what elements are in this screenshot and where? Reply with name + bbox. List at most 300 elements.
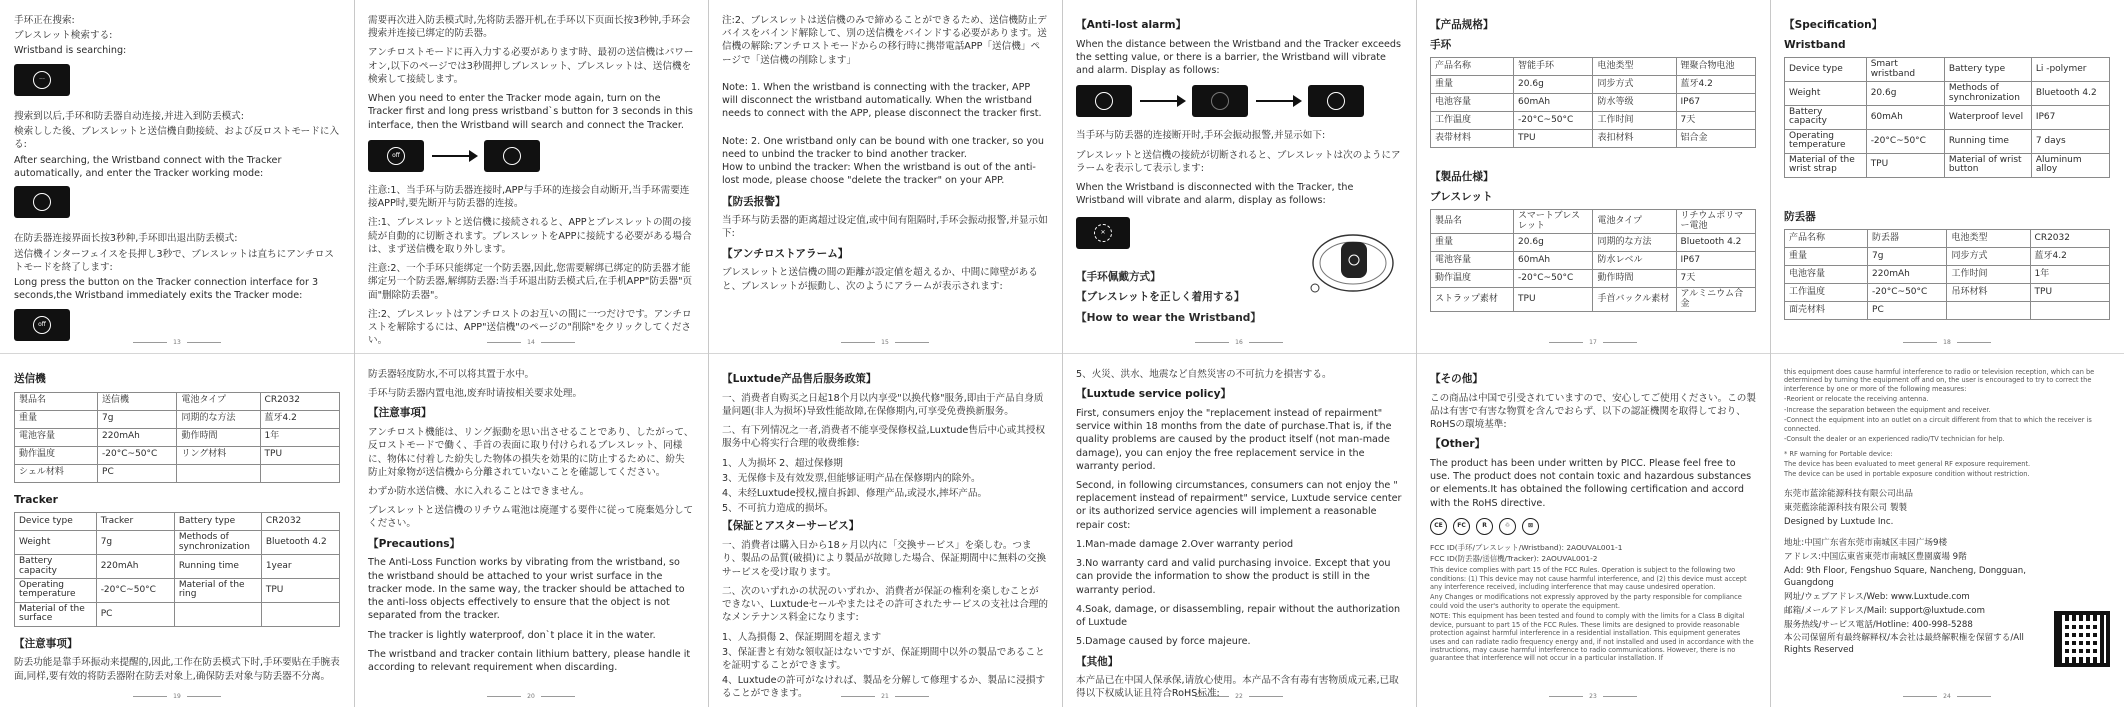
spec-label-cell: 产品名称 [1785, 230, 1868, 248]
text-line: 1、人為損傷 2、保証期間を超えます [722, 631, 882, 643]
text-line: 当手环与防丢器的连接断开时,手环会振动报警,并显示如下: [1076, 130, 1326, 142]
table-row [1431, 94, 1756, 112]
table-row [1431, 112, 1756, 130]
address-cn: 地址:中国广东省东莞市南城区丰园广场9楼 [1784, 538, 1948, 549]
table-row [15, 555, 340, 579]
spec-value-cell: 1year [261, 555, 339, 579]
spec-value-cell: 1年 [2030, 266, 2109, 284]
spec-value-cell: TPU [1514, 288, 1593, 312]
spec-label-cell: 動作時間 [1593, 270, 1676, 288]
spec-value-cell: 智能手环 [1514, 58, 1593, 76]
table-row [15, 602, 340, 626]
spec-value-cell: TPU [2030, 284, 2109, 302]
spec-label-cell: 製品名 [15, 392, 98, 410]
note: How to unbind the tracker: When the wristband is out of the anti-lost mode, please choose "delete the tracker" on your APP. [722, 162, 1036, 187]
text-line: 注:2、ブレスレットは送信機のみで締めることができるため、送信機防止デバイスをバインド解除して、別の送信機をバインドする必要があります。送信機の解除:アンチロストモードからの移行時に携帯電話APP「送信機」ページで「送信機の削除します」 [722, 15, 1047, 66]
page-14 [354, 0, 708, 353]
alarm-screen-icon [1308, 85, 1364, 117]
spec-label-cell: 表扣材料 [1593, 130, 1676, 148]
spec-value-cell: Bluetooth 4.2 [1676, 234, 1755, 252]
fcc-text: this equipment does cause harmful interference to radio or television reception, which can be determined by turning the equipment off and on, the user is encouraged to try to correct the interference by one or more of the following measures: [1784, 368, 2095, 393]
spec-label-cell: 手首バックル素材 [1593, 288, 1676, 312]
text-line: この商品は中国で引受されていますので、安心してご使用ください。この製品は有害で有害な物質を含んでおらず、以下の認証機関を取得しており、RoHSの環境基準: [1430, 392, 1756, 431]
text-line: When the Wristband is disconnected with the Tracker, the Wristband will vibrate and alarm, display as follows: [1076, 182, 1354, 207]
spec-value-cell: スマートブレスレット [1514, 210, 1593, 234]
spec-value-cell: 20.6g [1514, 76, 1593, 94]
spec-value-cell: 蓝牙4.2 [1676, 76, 1755, 94]
text-line: Second, in following circumstances, consumers can not enjoy the " replacement instead of repairment" service, Luxtude service center or its authorized service agencies will implement a reasonable repair cost: [1076, 480, 1402, 531]
table-row [1785, 284, 2110, 302]
spec-value-cell: PC [1868, 302, 1947, 320]
table-row [1785, 302, 2110, 320]
spec-value-cell: Bluetooth 4.2 [2031, 82, 2109, 106]
ring-glyph [1095, 92, 1113, 110]
text-line: 4.Soak, damage, or disassembling, repair without the authorization of Luxtude [1076, 603, 1401, 629]
off-screen-icon [14, 309, 70, 341]
spec-label-cell: リング材料 [177, 446, 260, 464]
spec-value-cell: アルミニウム合金 [1676, 288, 1755, 312]
spec-value-cell: 蓝牙4.2 [2030, 248, 2109, 266]
text-line: 送信機インターフェイスを長押し3秒で、ブレスレットは直ちにアンチロストモードを終了します: [14, 248, 334, 273]
spec-value-cell [261, 602, 339, 626]
text-line: Wristband is searching: [14, 45, 127, 57]
fcc-text: Any Changes or modifications not expressly approved by the party responsible for compliance could void the user's authority to operate the equipment. [1430, 593, 1742, 610]
ring-glyph [1211, 92, 1229, 110]
spec-value-cell: CR2032 [2030, 230, 2109, 248]
wristband-illustration-icon [1307, 228, 1399, 298]
spec-value-cell: 7g [1868, 248, 1947, 266]
spec-label-cell: 製品名 [1431, 210, 1514, 234]
text-line: アンチロスト機能は、リング振動を思い出させることであり、したがって、反ロストモードで働く、手首の表面に取り付けられるブレスレット、同様に、物体に付着した紛失した物体の損失を効果的に防止するために、紛失防止対象物が送信機から分離されていないことを確認してください。 [368, 427, 694, 478]
spec-value-cell: 20.6g [1514, 234, 1593, 252]
table-row [1785, 82, 2110, 106]
spec-value-cell: 送信機 [98, 392, 177, 410]
fcc-text: * RF warning for Portable device: [1784, 449, 1893, 458]
spec-label-cell: Running time [1944, 129, 2031, 153]
tracker-mode-screen-icon [484, 140, 540, 172]
hotline: 服务热线/サービス電話/Hotline: 400-998-5288 [1784, 619, 1973, 630]
page-number: 18 [1770, 339, 2124, 347]
spec-label-cell: 電池タイプ [1593, 210, 1676, 234]
section-heading: 【Luxtude service policy】 [1076, 388, 1232, 401]
text-line: 4、未经Luxtude授权,擅自拆卸、修理产品,或浸水,摔坏产品。 [722, 488, 988, 500]
section-heading: 【製品仕様】 [1430, 171, 1494, 184]
text-line: 需要再次进入防丢模式时,先将防丢器开机,在手环以下页面长按3秒钟,手环会搜索并连接已绑定的防丢器。 [368, 15, 691, 40]
spec-table-jp-tracker [14, 392, 340, 483]
spec-value-cell: 7天 [1676, 112, 1755, 130]
spec-value-cell: Smart wristband [1866, 58, 1944, 82]
arrow-right-icon [432, 155, 476, 157]
spec-value-cell: 蓝牙4.2 [260, 410, 339, 428]
fcc-text: The device can be used in portable exposure condition without restriction. [1784, 470, 2030, 479]
certification-marks [1430, 518, 1756, 535]
note: Note: 2. One wristband only can be bound with one tracker, so you need to unbind the tracker to bind another tracker. [722, 135, 1044, 160]
page-number: 17 [1416, 339, 1770, 347]
spec-value-cell: 防丢器 [1868, 230, 1947, 248]
text-line: The tracker is lightly waterproof, don`t place it in the water. [368, 629, 656, 641]
text-line: 手环与防丢器内置电池,废弃时请按相关要求处理。 [368, 388, 583, 400]
spec-table-en-tracker [14, 512, 340, 627]
table-row [1785, 248, 2110, 266]
searching-screen-icon [14, 64, 70, 96]
text-line: 一、消費者は購入日から18ヶ月以内に「交換サービス」を楽しむ。つまり、製品の品質(破損)により製品が故障した場合、保証期間中に無料の交換サービスを受け取ります。 [722, 540, 1047, 578]
table-row [1431, 130, 1756, 148]
spec-label-cell: Battery type [1944, 58, 2031, 82]
table-row [1431, 234, 1756, 252]
section-heading: 【How to wear the Wristband】 [1076, 311, 1261, 324]
spec-label-cell: 電池タイプ [177, 392, 260, 410]
spec-value-cell: IP67 [1676, 94, 1755, 112]
table-row [15, 513, 340, 531]
disconnected-glyph: ✕ [1094, 224, 1112, 242]
text-line: ブレスレット検索する: [14, 30, 113, 42]
spec-value-cell: リチウムポリマー電池 [1676, 210, 1755, 234]
section-heading: 【Precautions】 [368, 537, 461, 550]
table-title: 手环 [1430, 38, 1452, 51]
fcc-text: The device has been evaluated to meet general RF exposure requirement. [1784, 459, 2031, 468]
table-row [1431, 252, 1756, 270]
note: 注:1、ブレスレットと送信機に接続されると、APPとブレスレットの間の接続が自動的に切断されます。ブレスレットをAPPに接続する必要がある場合は、まず送信機を取り外します。 [368, 217, 692, 255]
text-line: After searching, the Wristband connect with the Tracker automatically, and enter the Tracker working mode: [14, 154, 282, 179]
spec-label-cell: Material of the wrist strap [1785, 153, 1867, 177]
table-row [1785, 230, 2110, 248]
page-13 [0, 0, 354, 353]
spec-table-cn-tracker [1784, 229, 2110, 320]
text-line: 一、消费者自购买之日起18个月以内享受"以换代修"服务,即由于产品自身质量问题(非人为损坏)导致性能故障,在保修期内,可享受免费换新服务。 [722, 392, 1044, 417]
qr-code-icon [2054, 611, 2110, 667]
text-line: 防丢器轻度防水,不可以将其置于水中。 [368, 369, 535, 380]
spec-value-cell: CR2032 [261, 513, 339, 531]
spec-value-cell: TPU [260, 446, 339, 464]
spec-value-cell: Li -polymer [2031, 58, 2109, 82]
alarm-screen-icon [1076, 85, 1132, 117]
spec-value-cell: 1年 [260, 428, 339, 446]
table-row [1785, 266, 2110, 284]
spec-label-cell: Operating temperature [15, 578, 97, 602]
spec-value-cell: 220mAh [98, 428, 177, 446]
spec-label-cell: 電池容量 [1431, 252, 1514, 270]
page-number: 15 [708, 339, 1062, 347]
spec-value-cell: -20°C~50°C [1866, 129, 1944, 153]
text-line: 検索しした後、ブレスレットと送信機自動接続、および反ロストモードに入る: [14, 126, 340, 151]
company-line: Designed by Luxtude Inc. [1784, 516, 1894, 527]
spec-label-cell: Battery type [174, 513, 261, 531]
spec-label-cell: Methods of synchronization [174, 531, 261, 555]
spec-label-cell [1947, 302, 2030, 320]
spec-value-cell: TPU [1866, 153, 1944, 177]
spec-label-cell: 動作温度 [1431, 270, 1514, 288]
spec-value-cell: 铝合金 [1676, 130, 1755, 148]
section-heading: 【保証とアスターサービス】 [722, 520, 860, 533]
page-number: 21 [708, 693, 1062, 701]
text-line: 5.Damage caused by force majeure. [1076, 636, 1251, 648]
spec-value-cell: IP67 [1676, 252, 1755, 270]
note: 注意:2、一个手环只能绑定一个防丢器,因此,您需要解绑已绑定的防丢器才能绑定另一个防丢器,解绑防丢器:当手环退出防丢模式后,在手机APP"防丢器"页面"删除防丢器"。 [368, 263, 693, 301]
text-line: 1、人为损坏 2、超过保修期 [722, 457, 843, 469]
text-line: The product has been under written by PICC. Please feel free to use. The product does not contain toxic and hazardous substances or elements.It has obtained the following certification and accord with the RoHS directive. [1430, 457, 1752, 509]
spec-label-cell: 同步方式 [1947, 248, 2030, 266]
text-line: The Anti-Loss Function works by vibrating from the wristband, so the wristband should be attached to your wrist surface in the tracker mode. In the same way, the tracker should be attached to the anti-loss objects effectively to ensure that the object is not separated from the tracker. [368, 557, 685, 622]
table-row [1785, 129, 2110, 153]
spec-label-cell: 电池类型 [1947, 230, 2030, 248]
section-heading: 【防丢报警】 [722, 195, 786, 208]
arrow-right-icon [1256, 100, 1300, 102]
spec-label-cell: 防水等级 [1593, 94, 1676, 112]
table-row [15, 410, 340, 428]
fcc-id: FCC ID(手环/ブレスレット/Wristband): 2AOUVAL001-1 [1430, 542, 1623, 552]
page-number: 22 [1062, 693, 1416, 701]
text-line: 当手环与防丢器的距离超过设定值,或中间有阻隔时,手环会振动报警,并显示如下: [722, 215, 1048, 240]
spec-label-cell: 工作时间 [1947, 266, 2030, 284]
fcc-text: This device complies with part 15 of the FCC Rules. Operation is subject to the following two conditions: (1) This device may not cause harmful interference, and (2) this device must accept any interference received, including interference that may cause undesired operation. [1430, 566, 1747, 591]
page-15 [708, 0, 1062, 353]
spec-label-cell: Running time [174, 555, 261, 579]
spec-label-cell: 同步方式 [1593, 76, 1676, 94]
spec-label-cell: 動作時間 [177, 428, 260, 446]
section-heading: 【其他】 [1076, 655, 1119, 668]
text-line: The wristband and tracker contain lithium battery, please handle it according to relevant requirement when discarding. [368, 648, 691, 673]
table-row [1785, 58, 2110, 82]
text-line: First, consumers enjoy the "replacement instead of repairment" service within 18 months from the date of purchase.That is, if the quality problems are caused by the product itself (not man-made damage), you can enjoy the free replacement service in the warranty period. [1076, 407, 1392, 472]
spec-value-cell [260, 464, 339, 482]
spec-value-cell: TPU [261, 578, 339, 602]
text-line: 本产品已在中国人保承保,请放心使用。本产品不含有毒有害物质成元素,已取得以下权威认证且符合RoHS标准: [1076, 675, 1399, 700]
spec-table-jp-wristband [1430, 209, 1756, 312]
spec-label-cell: Waterproof level [1944, 105, 2031, 129]
text-line: 搜索到以后,手环和防丢器自动连接,并进入到防丢模式: [14, 110, 244, 122]
spec-label-cell: Device type [1785, 58, 1867, 82]
fcc-text: -Reorient or relocate the receiving antenna. [1784, 395, 1929, 404]
page-24 [1770, 354, 2124, 707]
section-heading: 【注意事项】 [14, 637, 78, 650]
spec-value-cell: TPU [1514, 130, 1593, 148]
section-heading: 【ブレスレットを正しく着用する】 [1076, 291, 1245, 304]
spec-table-en-wristband [1784, 57, 2110, 177]
section-heading: 【手环佩戴方式】 [1076, 270, 1161, 283]
spec-label-cell: 同期的な方法 [177, 410, 260, 428]
company-line: 东莞市蓝涂能源科技有限公司出品 [1784, 488, 1913, 499]
spec-label-cell: 产品名称 [1431, 58, 1514, 76]
spec-label-cell: 重量 [1431, 234, 1514, 252]
spec-table-cn-wristband [1430, 57, 1756, 148]
table-title: 防丢器 [1784, 210, 1816, 223]
rights-notice: 本公司保留所有最终解释权/本会社は最終解釈権を保留する/All Rights Reserved [1784, 633, 2024, 656]
page-number: 19 [0, 693, 354, 701]
spec-label-cell: 工作温度 [1431, 112, 1514, 130]
spec-label-cell: Battery capacity [15, 555, 97, 579]
weee-bin-icon: ⊠ [1522, 518, 1539, 535]
text-line: 二、次のいずれかの状況のいずれか、消費者が保証の権利を楽しむことができない、Luxtudeセールやまたはその許可されたサービスの支社は合理的なメンテナンス料金になります: [722, 585, 1049, 624]
off-glyph: off [33, 316, 51, 334]
table-row [1431, 76, 1756, 94]
text-line: 4、Luxtudeの許可がなければ、製品を分解して修理するか、製品に浸損することができます。 [722, 675, 1046, 700]
page-number: 16 [1062, 339, 1416, 347]
table-row [1785, 105, 2110, 129]
spec-value-cell: 7g [98, 410, 177, 428]
section-heading: 【その他】 [1430, 373, 1483, 385]
spec-label-cell: Material of the ring [174, 578, 261, 602]
page-23 [1416, 354, 1770, 707]
table-title: 送信機 [14, 373, 46, 385]
spec-value-cell: PC [98, 464, 177, 482]
spec-label-cell: Device type [15, 513, 97, 531]
spec-label-cell: 表带材料 [1431, 130, 1514, 148]
text-line: 防丢功能是靠手环振动来提醒的,因此,工作在防丢模式下时,手环要贴在手腕表面,同样,要有效的将防丢器附在防丢对象上,确保防丢对象与防丢器不分离。 [14, 657, 340, 682]
spec-label-cell: Weight [15, 531, 97, 555]
company-line: 東莞藍涂能源科技有限公司 製製 [1784, 502, 1908, 513]
spec-value-cell: Tracker [96, 513, 174, 531]
page-number: 20 [354, 693, 708, 701]
table-row [1431, 210, 1756, 234]
fcc-text: -Connect the equipment into an outlet on a circuit different from that to which the receiver is connected. [1784, 416, 2092, 433]
text-line: Long press the button on the Tracker connection interface for 3 seconds,the Wristband immediately exits the Tracker mode: [14, 277, 319, 302]
spec-label-cell: 电池容量 [1431, 94, 1514, 112]
spec-label-cell: 工作时间 [1593, 112, 1676, 130]
text-line: わずか防水送信機、水に入れることはできません。 [368, 486, 590, 498]
fcc-text: -Consult the dealer or an experienced radio/TV technician for help. [1784, 435, 2005, 444]
table-row [15, 428, 340, 446]
text-line: 3、保証書と有効な領収証はないですが、保証期間中以外の製品であることを証明することができます。 [722, 646, 1045, 671]
section-heading: 【注意事項】 [368, 407, 432, 420]
spec-value-cell: -20°C~50°C [1868, 284, 1947, 302]
fcc-mark-icon: FC [1453, 518, 1470, 535]
off-screen-icon [368, 140, 424, 172]
ce-mark-icon: CE [1430, 518, 1447, 535]
page-21 [708, 354, 1062, 707]
table-row [15, 446, 340, 464]
spec-value-cell: 7天 [1676, 270, 1755, 288]
table-row [1431, 288, 1756, 312]
alarm-flow [1076, 85, 1402, 117]
spec-value-cell: Aluminum alloy [2031, 153, 2109, 177]
page-16 [1062, 0, 1416, 353]
spec-value-cell: 锂聚合物电池 [1676, 58, 1755, 76]
spec-value-cell: 220mAh [1868, 266, 1947, 284]
page-number: 13 [0, 339, 354, 347]
spec-label-cell: Material of the surface [15, 602, 97, 626]
spec-value-cell: -20°C~50°C [1514, 112, 1593, 130]
section-heading: 【Luxtude产品售后服务政策】 [722, 373, 877, 385]
note: Note: 1. When the wristband is connecting with the tracker, APP will disconnect the wristband automatically. When the wristband needs to connect with the APP, please disconnect the tracker first. [722, 81, 1042, 120]
spec-label-cell [174, 602, 261, 626]
ring-glyph [503, 147, 521, 165]
text-line: 手环正在搜索: [14, 15, 75, 26]
spec-label-cell: Methods of synchronization [1944, 82, 2031, 106]
text-line: 3.No warranty card and valid purchasing invoice. Except that you can provide the information to show the product is still in the warranty period. [1076, 558, 1391, 596]
spec-label-cell: 面壳材料 [1785, 302, 1868, 320]
table-row [15, 531, 340, 555]
ring-glyph [1327, 92, 1345, 110]
page-20 [354, 354, 708, 707]
spec-value-cell: Bluetooth 4.2 [261, 531, 339, 555]
text-line: 1.Man-made damage 2.Over warranty period [1076, 538, 1294, 550]
spec-label-cell: シェル材料 [15, 464, 98, 482]
spec-value-cell: 220mAh [96, 555, 174, 579]
address-en: Add: 9th Floor, Fengshuo Square, Nancheng, Dongguan, Guangdong [1784, 566, 2026, 588]
page-number: 24 [1770, 693, 2124, 701]
spec-value-cell: -20°C~50°C [1514, 270, 1593, 288]
section-heading: 【Other】 [1430, 438, 1486, 451]
table-title: ブレスレット [1430, 190, 1493, 203]
spec-label-cell: 电池类型 [1593, 58, 1676, 76]
page-number: 23 [1416, 693, 1770, 701]
spec-value-cell: IP67 [2031, 105, 2109, 129]
spec-label-cell: 工作温度 [1785, 284, 1868, 302]
spec-value-cell: 20.6g [1866, 82, 1944, 106]
spec-value-cell: CR2032 [260, 392, 339, 410]
page-19 [0, 354, 354, 707]
text-line: When you need to enter the Tracker mode again, turn on the Tracker first and long press wristband`s button for 3 seconds in this interface, then the Wristband will search and connect the Tracker. [368, 93, 693, 131]
table-row [1431, 58, 1756, 76]
table-row [15, 578, 340, 602]
email-link[interactable]: 邮箱/メールアドレス/Mail: support@luxtude.com [1784, 605, 1985, 616]
table-title: Wristband [1784, 38, 1846, 51]
text-line: ブレスレットと送信機の間の距離が設定値を超えるか、中間に障壁があると、ブレスレットが振動し、次のようにアラームが表示されます: [722, 267, 1038, 292]
text-line: 二、有下列情况之一者,消费者不能享受保修权益,Luxtude售后中心或其授权服务中心将实行合理的收费维修: [722, 425, 1046, 450]
text-line: 5、不可抗力造成的损坏。 [722, 503, 834, 515]
recycle-icon: ♲ [1499, 518, 1516, 535]
section-heading: 【Specification】 [1784, 19, 1883, 31]
spec-label-cell: 電池容量 [15, 428, 98, 446]
spec-label-cell: 防水レベル [1593, 252, 1676, 270]
spec-value-cell: 60mAh [1866, 105, 1944, 129]
spec-label-cell: Operating temperature [1785, 129, 1867, 153]
note: 注意:1、当手环与防丢器连接时,APP与手环的连接会自动断开,当手环需要连接APP时,要先断开与防丢器的连接。 [368, 184, 690, 210]
spec-value-cell: PC [96, 602, 174, 626]
table-title: Tracker [14, 493, 58, 506]
spec-label-cell: Weight [1785, 82, 1867, 106]
spec-value-cell: 7 days [2031, 129, 2109, 153]
ring-glyph [33, 193, 51, 211]
off-glyph: off [387, 147, 405, 165]
disconnected-screen-icon [1076, 217, 1130, 249]
blank-screen-icon [1192, 85, 1248, 117]
spec-value-cell: 60mAh [1514, 252, 1593, 270]
table-row [1431, 270, 1756, 288]
website-link[interactable]: 网址/ウェブアドレス/Web: www.Luxtude.com [1784, 591, 1970, 602]
section-heading: 【アンチロストアラーム】 [722, 247, 849, 260]
note: 注:2、ブレスレットはアンチロストのお互いの間に一つだけです。アンチロストを解除するには、APP"送信機"のページの"削除"をクリックしてください。 [368, 308, 692, 347]
table-row [15, 392, 340, 410]
text-line: 3、无保修卡及有效发票,但能够证明产品在保修期内的除外。 [722, 472, 981, 484]
rohs-mark-icon: R [1476, 518, 1493, 535]
page-22 [1062, 354, 1416, 707]
section-heading: 【产品规格】 [1430, 19, 1494, 31]
reconnect-flow [368, 140, 694, 172]
arrow-right-icon [1140, 100, 1184, 102]
text-line: アンチロストモードに再入力する必要があります時、最初の送信機はパワーオン,以下のページでは3秒間押しブレスレット、ブレスレットは、送信機を検索して接続します。 [368, 47, 694, 85]
page-number: 14 [354, 339, 708, 347]
spec-label-cell: 重量 [1431, 76, 1514, 94]
fcc-id: FCC ID(防丢器/送信機/Tracker): 2AOUVAL001-2 [1430, 554, 1598, 564]
spec-value-cell: 60mAh [1514, 94, 1593, 112]
spec-label-cell: 重量 [15, 410, 98, 428]
section-heading: 【Anti-lost alarm】 [1076, 19, 1187, 31]
spec-label-cell: Material of wrist button [1944, 153, 2031, 177]
spec-value-cell: 7g [96, 531, 174, 555]
table-row [1785, 153, 2110, 177]
spec-value-cell: -20°C~50°C [98, 446, 177, 464]
text-line: 在防丢器连接界面长按3秒种,手环即出退出防丢模式: [14, 233, 238, 245]
page-17 [1416, 0, 1770, 353]
text-line: When the distance between the Wristband and the Tracker exceeds the setting value, or there is a barrier, the Wristband will vibrate and alarm. Display as follows: [1076, 38, 1401, 77]
fcc-text: NOTE: This equipment has been tested and found to comply with the limits for a Class B digital device, pursuant to part 15 of the FCC Rules. These limits are designed to provide reasonable protection against harmful interference in a residential installation. This equipment generates uses and can radiate radio frequency energy and, if not installed and used in accordance with the instructions, may cause harmful interference to radio communications. However, there is no guarantee that interference will not occur in a particular installation. If [1430, 612, 1754, 663]
dots-glyph: ··· [33, 71, 51, 89]
spec-label-cell: 吊环材料 [1947, 284, 2030, 302]
spec-label-cell: ストラップ素材 [1431, 288, 1514, 312]
spec-value-cell: -20°C~50°C [96, 578, 174, 602]
spec-label-cell: 同期的な方法 [1593, 234, 1676, 252]
